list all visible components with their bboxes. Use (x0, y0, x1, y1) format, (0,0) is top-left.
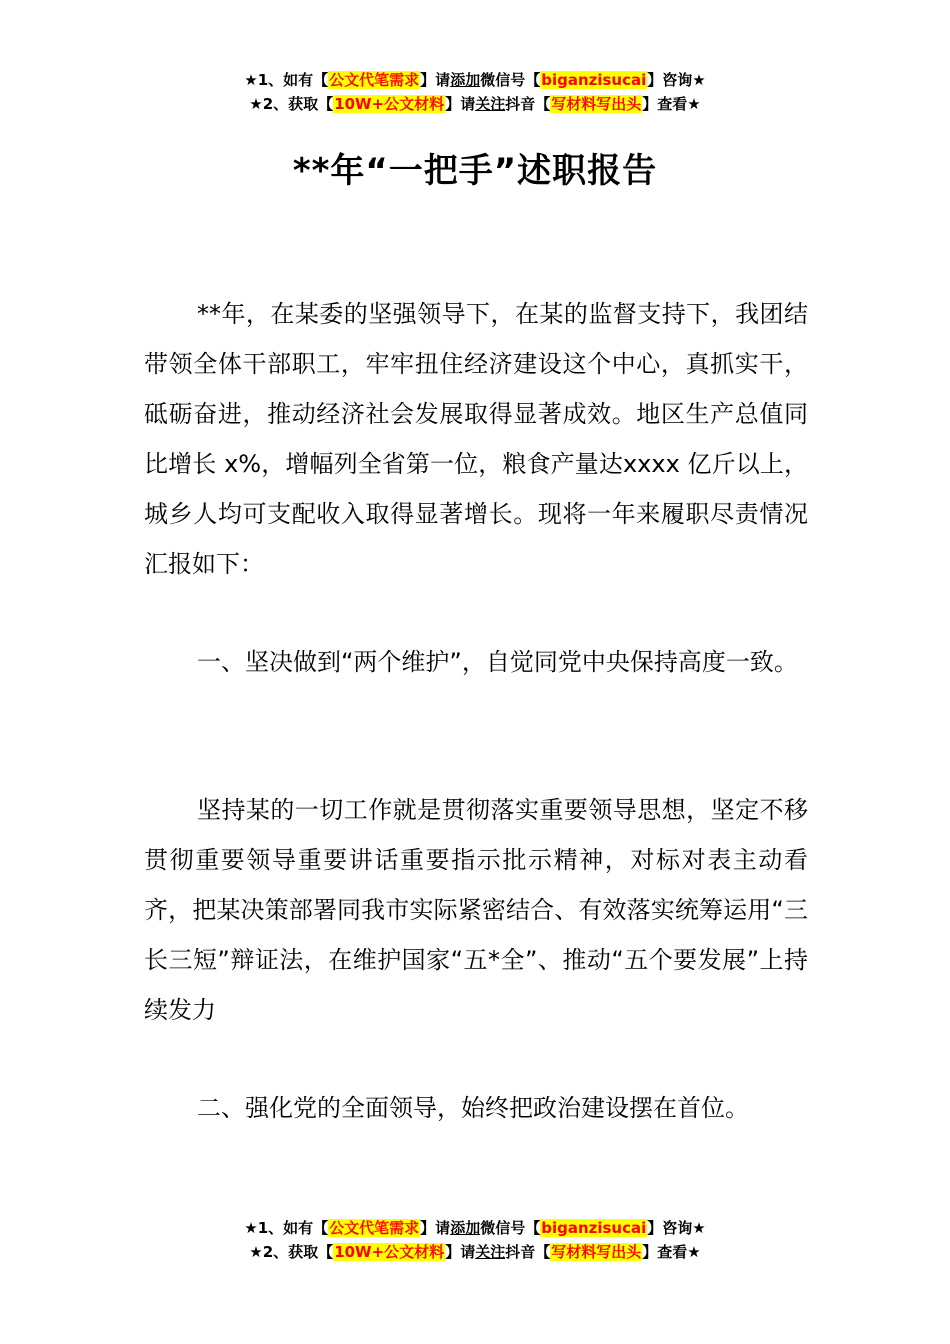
banner-text: 微信号【 (480, 1219, 541, 1237)
banner-text: 】咨询★ (647, 1219, 706, 1237)
banner-line-2 (0, 1240, 950, 1264)
banner-line-1 (0, 68, 950, 92)
underlined-text: 添加 (450, 1219, 481, 1237)
document-title: **年“一把手”述职报告 (292, 151, 658, 191)
banner-text: 】请 (445, 1243, 476, 1261)
header-banner (0, 68, 950, 116)
section-heading-2: 二、强化党的全面领导，始终把政治建设摆在首位。 (197, 1094, 749, 1122)
banner-text: ★2、获取【 (249, 1243, 334, 1261)
underlined-text: 关注 (475, 95, 506, 113)
banner-text: 】请 (420, 1219, 451, 1237)
banner-text: 】查看★ (642, 95, 701, 113)
highlight-text: 写材料写出头 (551, 1243, 642, 1261)
banner-text: ★1、如有【 (244, 1219, 329, 1237)
paragraph-intro: **年，在某委的坚强领导下，在某的监督支持下，我团结带领全体干部职工，牢牢扭住经济建设这个中心，真抓实干，砥砺奋进，推动经济社会发展取得显著成效。地区生产总值同比增长 x%，增幅列全省第一位，粮食产量达xxxx 亿斤以上，城乡人均可支配收入取得显著增长。现将一年来履职尽责情况汇报如下： (144, 300, 808, 578)
section-heading-1: 一、坚决做到“两个维护”，自觉同党中央保持高度一致。 (197, 648, 798, 676)
underlined-text: 添加 (450, 71, 481, 89)
highlight-text: 10W+公文材料 (334, 1243, 445, 1261)
highlight-text: 10W+公文材料 (334, 95, 445, 113)
banner-text: 抖音【 (505, 1243, 551, 1261)
banner-line-1 (0, 1216, 950, 1240)
banner-line-2 (0, 92, 950, 116)
footer-banner (0, 1216, 950, 1264)
banner-text: 】请 (445, 95, 476, 113)
banner-text: 】请 (420, 71, 451, 89)
banner-text: ★1、如有【 (244, 71, 329, 89)
underlined-text: 关注 (475, 1243, 506, 1261)
highlight-text: 写材料写出头 (551, 95, 642, 113)
banner-text: 抖音【 (505, 95, 551, 113)
highlight-text: biganzisucai (541, 71, 647, 89)
highlight-text: 公文代笔需求 (329, 71, 420, 89)
banner-text: 】查看★ (642, 1243, 701, 1261)
banner-text: 】咨询★ (647, 71, 706, 89)
banner-text: 微信号【 (480, 71, 541, 89)
paragraph-body: 坚持某的一切工作就是贯彻落实重要领导思想，坚定不移贯彻重要领导重要讲话重要指示批示精神，对标对表主动看齐，把某决策部署同我市实际紧密结合、有效落实统筹运用“三长三短”辩证法，在维护国家“五*全”、推动“五个要发展”上持续发力 (144, 796, 808, 1024)
highlight-text: biganzisucai (541, 1219, 647, 1237)
banner-text: ★2、获取【 (249, 95, 334, 113)
highlight-text: 公文代笔需求 (329, 1219, 420, 1237)
